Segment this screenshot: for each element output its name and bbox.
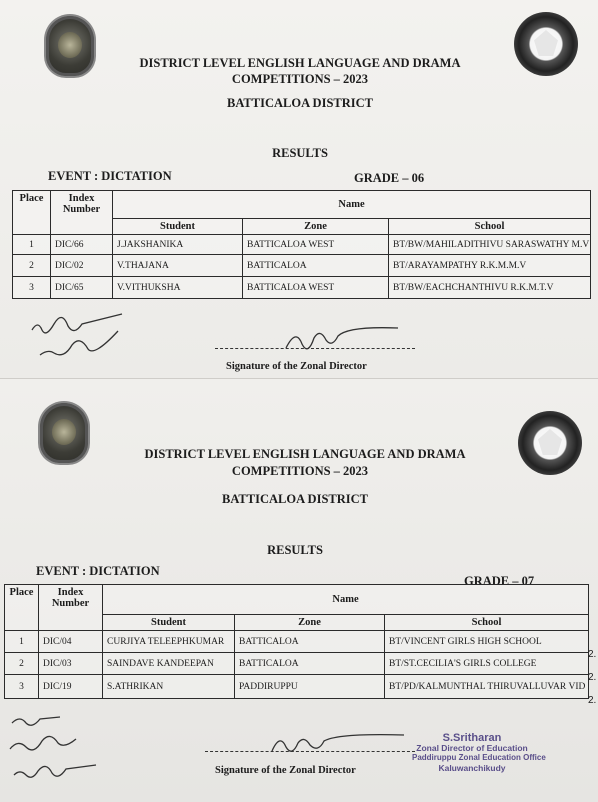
results-sheet-grade-07 (0, 378, 598, 802)
stamp-line3: Kaluwanchikudy (438, 763, 506, 773)
document-title-line2: COMPETITIONS – 2023 (231, 464, 369, 478)
student-header: Student (103, 615, 235, 631)
school-cell: BT/BW/EACHCHANTHIVU R.K.M.T.V (389, 277, 591, 299)
table-row (13, 255, 591, 277)
student-cell: V.VITHUKSHA (113, 277, 243, 299)
school-cell: BT/BW/MAHILADITHIVU SARASWATHY M.V (389, 235, 591, 255)
index-number-header: Index Number (51, 191, 113, 235)
zonal-education-logo (518, 411, 582, 475)
results-sheet-grade-06 (0, 0, 598, 378)
school-header: School (385, 615, 589, 631)
national-emblem-logo (40, 403, 88, 463)
margin-number: 2. (588, 649, 597, 660)
school-cell: BT/VINCENT GIRLS HIGH SCHOOL (385, 631, 589, 653)
grade-label: GRADE – 06 (354, 171, 425, 185)
index-cell: DIC/04 (39, 631, 103, 653)
event-label: EVENT : DICTATION (48, 169, 172, 183)
grade-label: GRADE – 07 (464, 574, 535, 588)
index-number-header: Index Number (39, 585, 103, 631)
zone-cell: BATTICALOA (235, 653, 385, 675)
index-cell: DIC/66 (51, 235, 113, 255)
zone-header: Zone (243, 219, 389, 235)
judge-signatures-scribble (22, 300, 172, 370)
zone-cell: BATTICALOA (235, 631, 385, 653)
name-header: Name (113, 191, 591, 219)
results-table (4, 584, 589, 699)
student-cell: S.ATHRIKAN (103, 675, 235, 699)
index-cell: DIC/03 (39, 653, 103, 675)
place-cell: 1 (5, 631, 39, 653)
zone-cell: BATTICALOA (243, 255, 389, 277)
table-row (13, 277, 591, 299)
director-signature-scribble (282, 322, 402, 356)
school-cell: BT/PD/KALMUNTHAL THIRUVALLUVAR VID (385, 675, 589, 699)
margin-number: 2. (588, 695, 597, 706)
signature-label: Signature of the Zonal Director (226, 361, 367, 372)
zonal-director-stamp (412, 732, 546, 773)
document-title-line1: DISTRICT LEVEL ENGLISH LANGUAGE AND DRAMA (139, 56, 461, 70)
zone-header: Zone (235, 615, 385, 631)
district-heading: BATTICALOA DISTRICT (222, 492, 368, 506)
signature-label: Signature of the Zonal Director (215, 765, 356, 776)
school-cell: BT/ST.CECILIA'S GIRLS COLLEGE (385, 653, 589, 675)
index-cell: DIC/19 (39, 675, 103, 699)
zonal-education-logo (514, 12, 578, 76)
table-row (5, 675, 589, 699)
stamp-name: S.Sritharan (442, 732, 502, 744)
student-cell: V.THAJANA (113, 255, 243, 277)
document-title-line2: COMPETITIONS – 2023 (231, 72, 369, 86)
national-emblem-logo (46, 16, 94, 76)
results-heading: RESULTS (267, 543, 323, 557)
place-cell: 3 (13, 277, 51, 299)
signature-line (205, 751, 415, 752)
place-header: Place (13, 191, 51, 235)
index-cell: DIC/65 (51, 277, 113, 299)
zone-cell: BATTICALOA WEST (243, 277, 389, 299)
student-header: Student (113, 219, 243, 235)
results-table (12, 190, 591, 299)
stamp-line1: Zonal Director of Education (416, 743, 528, 753)
school-header: School (389, 219, 591, 235)
table-row (5, 631, 589, 653)
place-cell: 2 (5, 653, 39, 675)
results-heading: RESULTS (272, 146, 328, 160)
table-row (13, 235, 591, 255)
place-header: Place (5, 585, 39, 631)
table-row (5, 653, 589, 675)
director-signature-scribble (268, 729, 408, 757)
student-cell: CURJIYA TELEEPHKUMAR (103, 631, 235, 653)
place-cell: 2 (13, 255, 51, 277)
zone-cell: PADDIRUPPU (235, 675, 385, 699)
school-cell: BT/ARAYAMPATHY R.K.M.M.V (389, 255, 591, 277)
judge-signatures-scribble (0, 709, 130, 799)
student-cell: J.JAKSHANIKA (113, 235, 243, 255)
student-cell: SAINDAVE KANDEEPAN (103, 653, 235, 675)
name-header: Name (103, 585, 589, 615)
stamp-line2: Paddiruppu Zonal Education Office (412, 753, 546, 762)
event-label: EVENT : DICTATION (36, 564, 160, 578)
place-cell: 1 (13, 235, 51, 255)
zone-cell: BATTICALOA WEST (243, 235, 389, 255)
place-cell: 3 (5, 675, 39, 699)
signature-line (215, 348, 415, 349)
margin-number: 2. (588, 672, 597, 683)
index-cell: DIC/02 (51, 255, 113, 277)
document-title-line1: DISTRICT LEVEL ENGLISH LANGUAGE AND DRAMA (144, 447, 466, 461)
district-heading: BATTICALOA DISTRICT (227, 96, 373, 110)
